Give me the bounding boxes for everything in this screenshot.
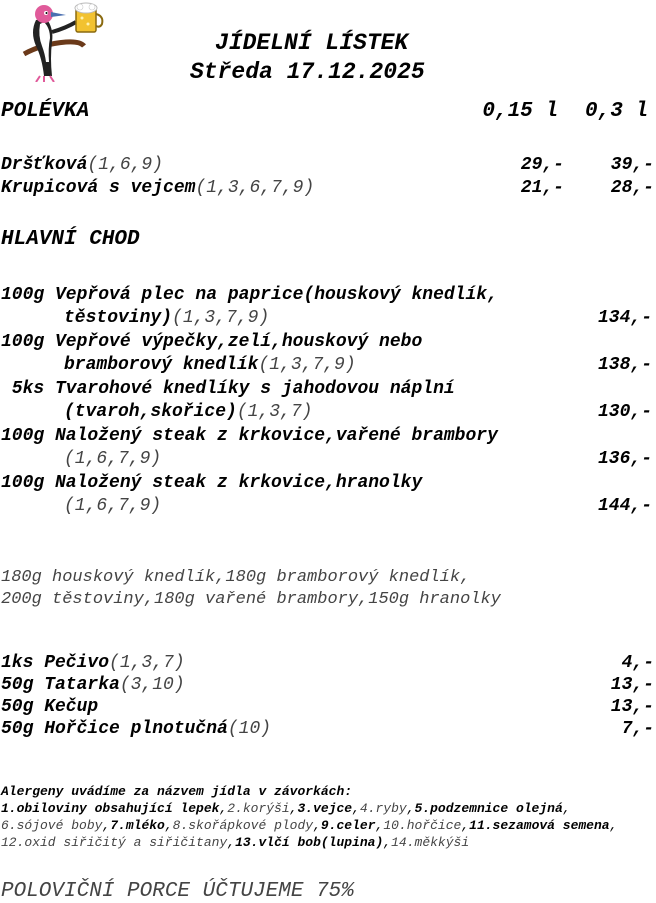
main-item-price: 138,-	[597, 355, 652, 375]
extra-item-name: 50g Hořčice plnotučná	[1, 719, 228, 739]
extra-item	[1, 675, 185, 695]
allergen: 10.hořčice	[383, 818, 462, 833]
menu-date: Středa 17.12.2025	[190, 59, 425, 85]
main-item-price: 134,-	[597, 308, 652, 328]
main-item-price: 144,-	[597, 496, 652, 516]
main-heading: HLAVNÍ CHOD	[1, 228, 140, 251]
extra-item-allergens: (3,10)	[119, 675, 185, 695]
main-item-line2	[64, 308, 269, 328]
menu-title: JÍDELNÍ LÍSTEK	[215, 30, 409, 56]
soup-size-small: 0,15 l	[482, 100, 558, 123]
soup-item-allergens: (1,6,9)	[87, 155, 164, 175]
extra-item-price: 13,-	[610, 697, 654, 717]
soup-item-price-large: 28,-	[610, 178, 654, 198]
main-item-price: 130,-	[597, 402, 652, 422]
half-portion-note: POLOVIČNÍ PORCE ÚČTUJEME 75%	[1, 880, 354, 903]
main-item-price: 136,-	[597, 449, 652, 469]
allergen: 13.vlčí bob(lupina)	[235, 835, 384, 850]
main-item-name-cont: těstoviny)	[64, 308, 173, 328]
main-item-line2	[64, 355, 356, 375]
main-item-allergens: (1,3,7)	[236, 402, 313, 422]
extra-item	[1, 653, 185, 673]
allergen: 6.sójové boby	[1, 818, 103, 833]
main-item-allergens: (1,6,7,9)	[64, 449, 162, 469]
soup-heading: POLÉVKA	[1, 100, 90, 123]
allergens-line2: 6.sójové boby,7.mléko,8.skořápkové plody,9.celer,10.hořčice,11.sezamová semena,	[1, 818, 618, 833]
side-dishes-line1: 180g houskový knedlík,180g bramborový knedlík,	[1, 568, 471, 587]
main-item-line1: 100g Vepřové výpečky,zelí,houskový nebo	[1, 332, 423, 352]
allergen: 14.měkkýši	[391, 835, 470, 850]
extra-item-price: 4,-	[621, 653, 654, 673]
main-item-line1: 5ks Tvarohové knedlíky s jahodovou náplní	[1, 379, 455, 399]
allergen: 7.mléko	[110, 818, 165, 833]
main-item-allergens: (1,3,7,9)	[172, 308, 270, 328]
woodpecker-logo-icon	[22, 2, 106, 82]
soup-item-price-small: 21,-	[520, 178, 564, 198]
allergen: 1.obiloviny obsahující lepek	[1, 801, 220, 816]
allergen: 8.skořápkové plody	[172, 818, 314, 833]
extra-item	[1, 697, 98, 717]
main-item-name-cont: bramborový knedlík	[64, 355, 259, 375]
allergen: 2.korýši	[227, 801, 290, 816]
side-dishes-line2: 200g těstoviny,180g vařené brambory,150g hranolky	[1, 590, 501, 609]
main-item-line1: 100g Vepřová plec na paprice(houskový knedlík,	[1, 285, 498, 305]
main-item-line1: 100g Naložený steak z krkovice,vařené brambory	[1, 426, 498, 446]
main-item-allergens: (1,3,7,9)	[258, 355, 356, 375]
allergens-line3: 12.oxid siřičitý a siřičitany,13.vlčí bob(lupina),14.měkkýši	[1, 835, 470, 850]
soup-item-name: Krupicová s vejcem	[1, 178, 196, 198]
extra-item-name: 1ks Pečivo	[1, 653, 110, 673]
allergens-heading: Alergeny uvádíme za názvem jídla v závorkách:	[1, 784, 353, 799]
allergen: 5.podzemnice olejná	[414, 801, 563, 816]
soup-item-allergens: (1,3,6,7,9)	[195, 178, 315, 198]
main-item-name-cont: (tvaroh,skořice)	[64, 402, 237, 422]
allergen: 9.celer	[320, 818, 376, 833]
extra-item-allergens: (1,3,7)	[109, 653, 185, 673]
extra-item-price: 7,-	[621, 719, 654, 739]
soup-item	[1, 178, 314, 198]
main-item-allergens: (1,6,7,9)	[64, 496, 162, 516]
soup-item-name: Dršťková	[1, 155, 88, 175]
allergen: 4.ryby	[359, 801, 407, 816]
extra-item-name: 50g Tatarka	[1, 675, 120, 695]
allergen: 11.sezamová semena	[469, 818, 610, 833]
allergen: 12.oxid siřičitý a siřičitany	[1, 835, 228, 850]
main-item-line1: 100g Naložený steak z krkovice,hranolky	[1, 473, 423, 493]
extra-item-price: 13,-	[610, 675, 654, 695]
soup-item-price-large: 39,-	[610, 155, 654, 175]
soup-item-price-small: 29,-	[520, 155, 564, 175]
soup-size-large: 0,3 l	[585, 100, 649, 123]
extra-item-name: 50g Kečup	[1, 697, 99, 717]
allergen: 3.vejce	[297, 801, 353, 816]
allergens-line1: 1.obiloviny obsahující lepek,2.korýši,3.vejce,4.ryby,5.podzemnice olejná,	[1, 801, 571, 816]
soup-item	[1, 155, 163, 175]
extra-item-allergens: (10)	[227, 719, 272, 739]
extra-item	[1, 719, 271, 739]
main-item-line2	[64, 402, 312, 422]
